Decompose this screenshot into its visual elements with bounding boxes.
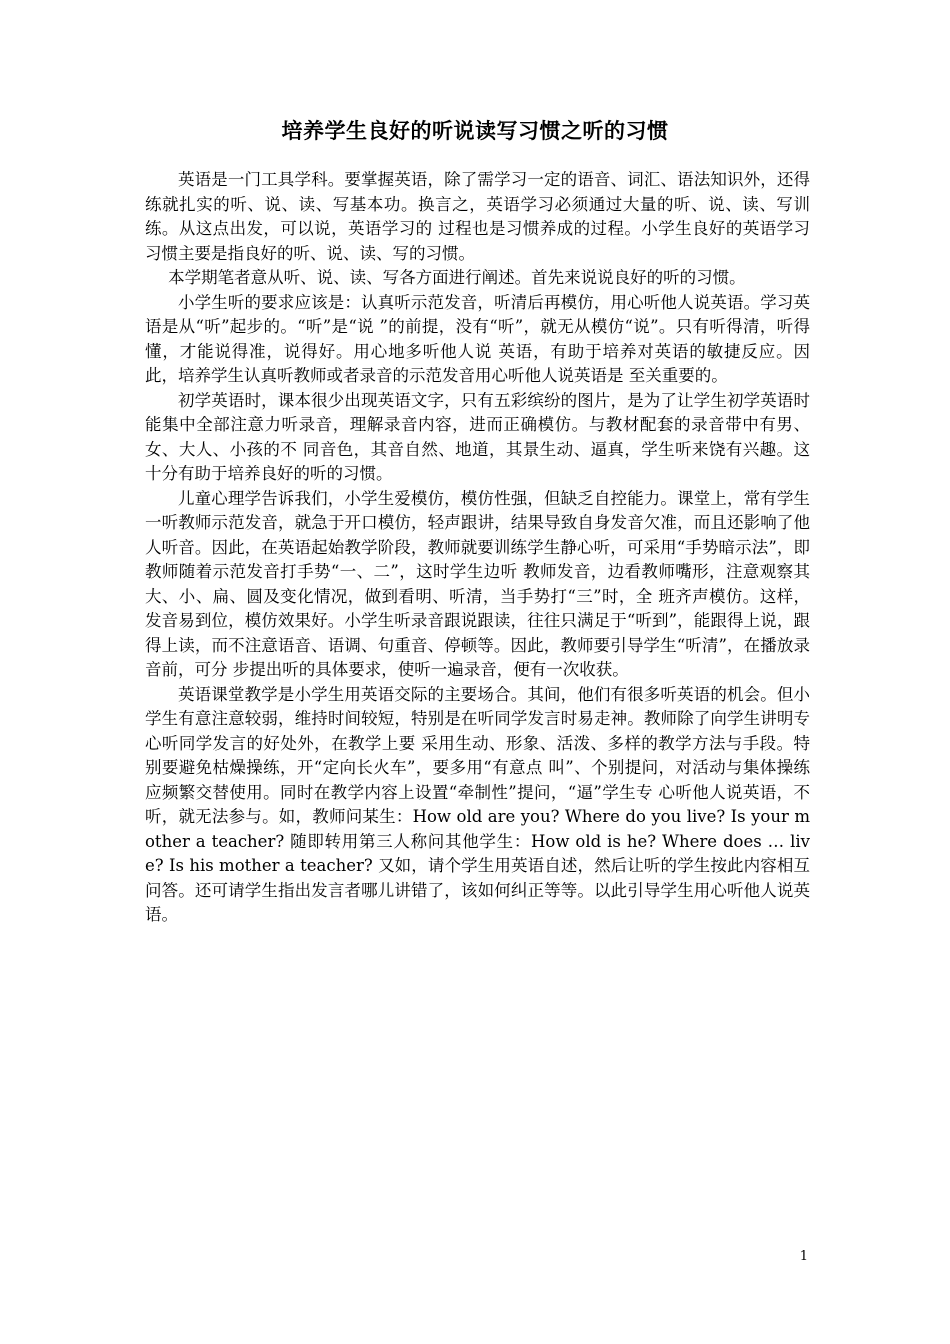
- page-number: 1: [799, 1249, 808, 1264]
- paragraph-intro: 英语是一门工具学科。要掌握英语，除了需学习一定的语音、词汇、语法知识外，还得练就扎实的听、说、读、写基本功。换言之，英语学习必须通过大量的听、说、读、写训练。从这点出发，可以说，英语学习的 过程也是习惯养成的过程。小学生良好的英语学习习惯主要是指良好的听、说、读、写的习惯。: [145, 170, 810, 263]
- paragraph-overview: 本学期笔者意从听、说、读、写各方面进行阐述。首先来说说良好的听的习惯。: [168, 268, 746, 287]
- paragraph-listening-requirements: 小学生听的要求应该是：认真听示范发音，听清后再模仿，用心听他人说英语。学习英语是从“听”起步的。“听”是“说 ”的前提，没有“听”，就无从模仿“说”。只有听得清，听得懂，才能说得准，说得好。用心地多听他人说 英语，有助于培养对英语的敏捷反应。因此，培养学生认真听教师或者录音的示范发音用心听他人说英语是 至关重要的。: [145, 292, 810, 385]
- paragraph-beginner-recordings: 初学英语时，课本很少出现英语文字，只有五彩缤纷的图片，是为了让学生初学英语时能集中全部注意力听录音，理解录音内容，进而正确模仿。与教材配套的录音带中有男、女、大人、小孩的不 同音色，其音自然、地道，其景生动、逼真，学生听来饶有兴趣。这十分有助于培养良好的听的习惯。: [145, 390, 810, 483]
- document-title: 培养学生良好的听说读写习惯之听的习惯: [281, 118, 669, 143]
- paragraph-child-psychology: 儿童心理学告诉我们，小学生爱模仿，模仿性强，但缺乏自控能力。课堂上，常有学生一听教师示范发音，就急于开口模仿，轻声跟讲，结果导致自身发音欠准，而且还影响了他人听音。因此，在英语起始教学阶段，教师就要训练学生静心听，可采用“手势暗示法”，即教师随着示范发音打手势“一、二”，这时学生边听 教师发音，边看教师嘴形，注意观察其大、小、扁、圆及变化情况，做到看明、听清，当手势打“三”时，全 班齐声模仿。这样，发音易到位，模仿效果好。小学生听录音跟说跟读，往往只满足于“听到”，能跟得上说，跟得上读，而不注意语音、语调、句重音、停顿等。因此，教师要引导学生“听清”，在播放录音前，可分 步提出听的具体要求，使听一遍录音，便有一次收获。: [145, 488, 810, 679]
- paragraph-classroom-teaching: 英语课堂教学是小学生用英语交际的主要场合。其间，他们有很多听英语的机会。但小学生有意注意较弱，维持时间较短，特别是在听同学发言时易走神。教师除了向学生讲明专心听同学发言的好处外，在教学上要 采用生动、形象、活泼、多样的教学方法与手段。特别要避免枯燥操练，开“定向长火车”，要多用“有意点 叫”、个别提问，对活动与集体操练应频繁交替使用。同时在教学内容上设置“牵制性”提问，“逼”学生专 心听他人说英语，不听，就无法参与。如，教师问某生：How old are you? Where do you live? Is your mother a teacher? 随即转用第三人称问其他学生：How old is he? Where does … live? Is his mother a teacher? 又如，请个学生用英语自述，然后让听的学生按此内容相互问答。还可请学生指出发言者哪儿讲错了，该如何纠正等等。以此引导学生用心听他人说英语。: [145, 684, 810, 924]
- document-body: [145, 168, 810, 928]
